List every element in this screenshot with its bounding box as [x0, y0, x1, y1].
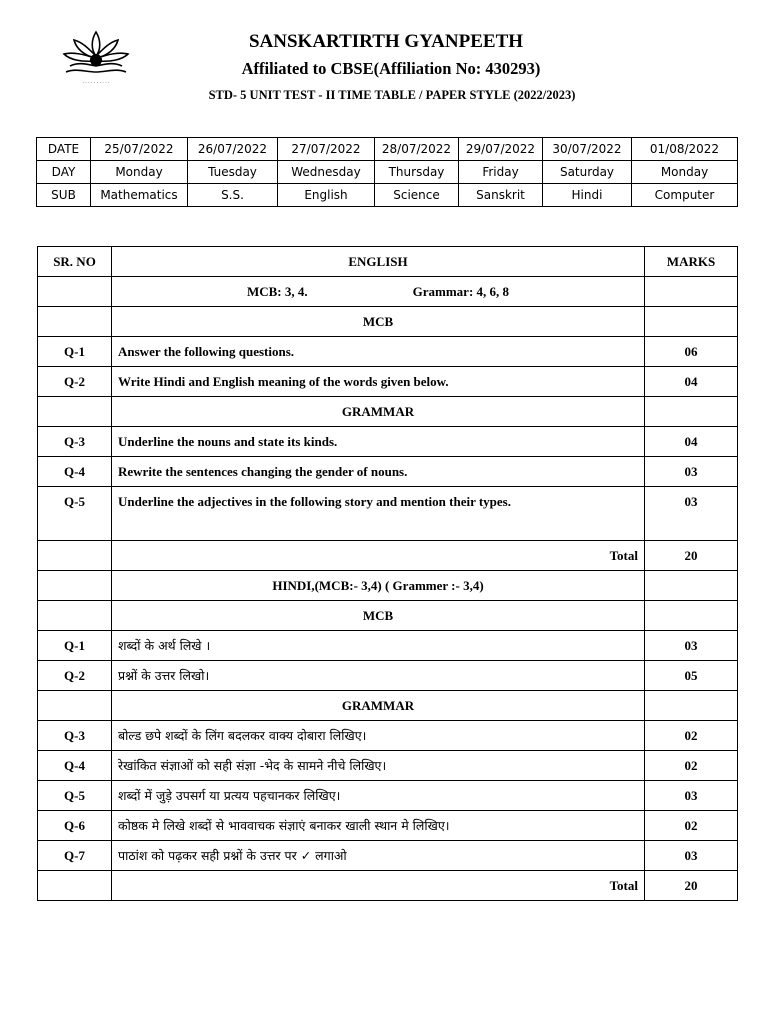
question-text: शब्दों में जुड़े उपसर्ग या प्रत्यय पहचानकर लिखिए। — [112, 781, 645, 811]
total-row — [38, 871, 738, 901]
empty-cell — [645, 571, 738, 601]
question-row — [38, 427, 738, 457]
total-marks: 20 — [645, 871, 738, 901]
section-title: MCB — [112, 601, 645, 631]
timetable-row-subject — [37, 184, 738, 207]
empty-cell — [38, 601, 112, 631]
question-marks: 02 — [645, 721, 738, 751]
section-title: MCB — [112, 307, 645, 337]
question-marks: 03 — [645, 781, 738, 811]
question-row — [38, 751, 738, 781]
empty-cell — [645, 277, 738, 307]
empty-cell — [645, 307, 738, 337]
hindi-heading: HINDI,(MCB:- 3,4) ( Grammer :- 3,4) — [112, 571, 645, 601]
section-row — [38, 307, 738, 337]
total-row — [38, 541, 738, 571]
question-number: Q-5 — [38, 487, 112, 541]
question-marks: 04 — [645, 367, 738, 397]
question-marks: 05 — [645, 661, 738, 691]
date-cell: 27/07/2022 — [278, 138, 375, 161]
question-row — [38, 781, 738, 811]
subject-cell: S.S. — [188, 184, 278, 207]
empty-cell — [38, 277, 112, 307]
subject-cell: Mathematics — [91, 184, 188, 207]
total-label: Total — [112, 541, 645, 571]
question-text: शब्दों के अर्थ लिखे । — [112, 631, 645, 661]
question-marks: 03 — [645, 457, 738, 487]
question-number: Q-4 — [38, 457, 112, 487]
day-cell: Saturday — [543, 161, 632, 184]
question-row — [38, 367, 738, 397]
day-cell: Wednesday — [278, 161, 375, 184]
question-row — [38, 721, 738, 751]
day-cell: Tuesday — [188, 161, 278, 184]
question-marks: 06 — [645, 337, 738, 367]
question-text: बोल्ड छपे शब्दों के लिंग बदलकर वाक्य दोबारा लिखिए। — [112, 721, 645, 751]
question-number: Q-6 — [38, 811, 112, 841]
question-number: Q-2 — [38, 367, 112, 397]
question-text: रेखांकित संज्ञाओं को सही संज्ञा -भेद के सामने नीचे लिखिए। — [112, 751, 645, 781]
question-text: Underline the adjectives in the following story and mention their types. — [112, 487, 645, 541]
question-marks: 02 — [645, 751, 738, 781]
question-number: Q-3 — [38, 427, 112, 457]
question-text: Rewrite the sentences changing the gender of nouns. — [112, 457, 645, 487]
question-row — [38, 841, 738, 871]
date-cell: 29/07/2022 — [459, 138, 543, 161]
empty-cell — [645, 691, 738, 721]
row-label: DAY — [37, 161, 91, 184]
subject-cell: Science — [375, 184, 459, 207]
section-row — [38, 397, 738, 427]
school-name: SANSKARTIRTH GYANPEETH — [248, 31, 524, 52]
date-cell: 25/07/2022 — [91, 138, 188, 161]
day-cell: Friday — [459, 161, 543, 184]
question-marks: 04 — [645, 427, 738, 457]
question-text: पाठांश को पढ़कर सही प्रश्नों के उत्तर पर ✓ लगाओ — [112, 841, 645, 871]
english-grammar-info: Grammar: 4, 6, 8 — [412, 283, 510, 299]
subject-cell: Sanskrit — [459, 184, 543, 207]
empty-cell — [38, 571, 112, 601]
timetable-row-day — [37, 161, 738, 184]
question-text: कोष्ठक मे लिखे शब्दों से भाववाचक संज्ञाएं बनाकर खाली स्थान मे लिखिए। — [112, 811, 645, 841]
date-cell: 26/07/2022 — [188, 138, 278, 161]
empty-cell — [38, 307, 112, 337]
affiliation-line: Affiliated to CBSE(Affiliation No: 430293) — [241, 59, 541, 78]
date-cell: 28/07/2022 — [375, 138, 459, 161]
section-row — [38, 691, 738, 721]
svg-text:· · · · · · · · · ·: · · · · · · · · · · — [82, 81, 110, 86]
question-number: Q-7 — [38, 841, 112, 871]
question-row — [38, 337, 738, 367]
empty-cell — [645, 601, 738, 631]
question-number: Q-2 — [38, 661, 112, 691]
paper-style-table — [37, 246, 738, 901]
question-number: Q-3 — [38, 721, 112, 751]
empty-cell — [38, 397, 112, 427]
paper-header-row — [38, 247, 738, 277]
question-marks: 03 — [645, 841, 738, 871]
total-label: Total — [112, 871, 645, 901]
question-number: Q-1 — [38, 337, 112, 367]
question-row — [38, 811, 738, 841]
question-marks: 02 — [645, 811, 738, 841]
empty-cell — [38, 541, 112, 571]
subject-cell: English — [278, 184, 375, 207]
english-mcb-info: MCB: 3, 4. — [246, 283, 308, 299]
subject-header: ENGLISH — [112, 247, 645, 277]
subject-cell: Hindi — [543, 184, 632, 207]
question-row — [38, 661, 738, 691]
english-info-cell — [112, 277, 645, 307]
day-cell: Thursday — [375, 161, 459, 184]
date-cell: 30/07/2022 — [543, 138, 632, 161]
hindi-heading-row — [38, 571, 738, 601]
exam-timetable — [36, 137, 738, 207]
sr-no-header: SR. NO — [38, 247, 112, 277]
empty-cell — [645, 397, 738, 427]
question-text: Answer the following questions. — [112, 337, 645, 367]
date-cell: 01/08/2022 — [632, 138, 738, 161]
question-row — [38, 487, 738, 541]
empty-cell — [38, 871, 112, 901]
section-title: GRAMMAR — [112, 691, 645, 721]
english-info-row — [38, 277, 738, 307]
question-text: प्रश्नों के उत्तर लिखो। — [112, 661, 645, 691]
marks-header: MARKS — [645, 247, 738, 277]
timetable-subtitle: STD- 5 UNIT TEST - II TIME TABLE / PAPER STYLE (2022/2023) — [208, 88, 576, 102]
question-row — [38, 631, 738, 661]
question-number: Q-5 — [38, 781, 112, 811]
empty-cell — [38, 691, 112, 721]
section-title: GRAMMAR — [112, 397, 645, 427]
total-marks: 20 — [645, 541, 738, 571]
row-label: SUB — [37, 184, 91, 207]
question-number: Q-4 — [38, 751, 112, 781]
question-text: Underline the nouns and state its kinds. — [112, 427, 645, 457]
question-marks: 03 — [645, 487, 738, 541]
question-marks: 03 — [645, 631, 738, 661]
question-row — [38, 457, 738, 487]
question-number: Q-1 — [38, 631, 112, 661]
day-cell: Monday — [91, 161, 188, 184]
subject-cell: Computer — [632, 184, 738, 207]
question-text: Write Hindi and English meaning of the words given below. — [112, 367, 645, 397]
timetable-row-date — [37, 138, 738, 161]
row-label: DATE — [37, 138, 91, 161]
section-row — [38, 601, 738, 631]
day-cell: Monday — [632, 161, 738, 184]
